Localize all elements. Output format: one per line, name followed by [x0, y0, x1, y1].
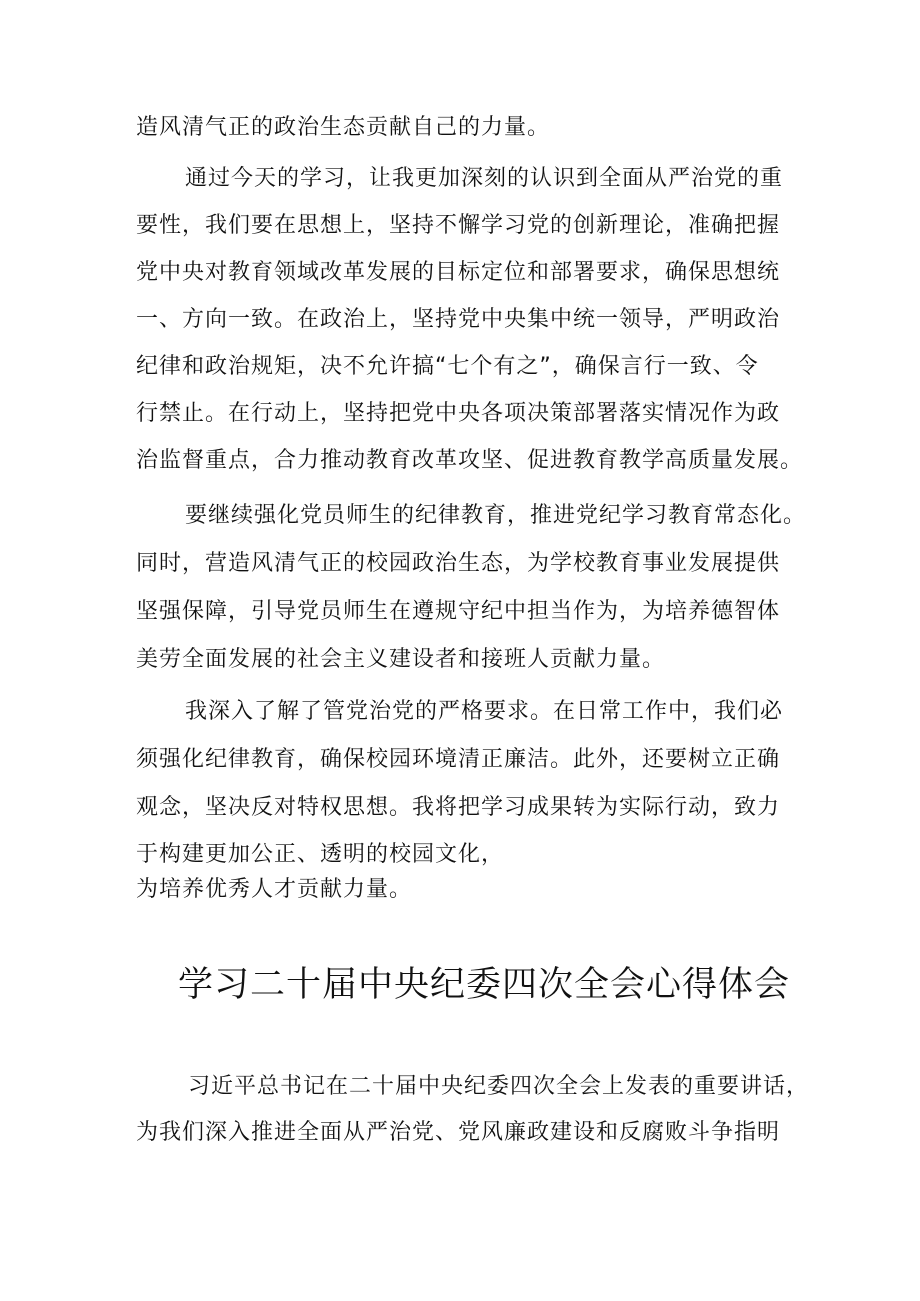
paragraph-line: 一、方向一致。在政治上，坚持党中央集中统一领导，严明政治	[136, 307, 781, 332]
paragraph-line: 习近平总书记在二十届中央纪委四次全会上发表的重要讲话，	[188, 1074, 810, 1099]
paragraph-line: 造风清气正的政治生态贡献自己的力量。	[136, 115, 551, 140]
paragraph-line: 我深入了解了管党治党的严格要求。在日常工作中，我们必	[185, 699, 784, 724]
paragraph-line: 纪律和政治规矩，决不允许搞“七个有之”，确保言行一致、令	[136, 354, 759, 379]
paragraph-line: 治监督重点，合力推动教育改革攻坚、促进教育教学高质量发展。	[136, 448, 804, 473]
paragraph-line: 坚强保障，引导党员师生在遵规守纪中担当作为，为培养德智体	[136, 599, 781, 624]
paragraph-line: 行禁止。在行动上，坚持把党中央各项决策部署落实情况作为政	[136, 401, 781, 426]
section-title: 学习二十届中央纪委四次全会心得体会	[178, 965, 791, 1005]
paragraph-line: 为我们深入推进全面从严治党、党风廉政建设和反腐败斗争指明	[136, 1120, 781, 1145]
paragraph-line: 党中央对教育领域改革发展的目标定位和部署要求，确保思想统	[136, 260, 781, 285]
paragraph-line: 为培养优秀人才贡献力量。	[136, 877, 413, 902]
paragraph-line: 美劳全面发展的社会主义建设者和接班人贡献力量。	[136, 647, 666, 672]
paragraph-line: 同时，营造风清气正的校园政治生态，为学校教育事业发展提供	[136, 551, 781, 576]
paragraph-line: 于构建更加公正、透明的校园文化，	[136, 842, 505, 867]
paragraph-line: 通过今天的学习，让我更加深刻的认识到全面从严治党的重	[185, 166, 784, 191]
paragraph-line: 要性，我们要在思想上，坚持不懈学习党的创新理论，准确把握	[136, 213, 781, 238]
paragraph-line: 要继续强化党员师生的纪律教育，推进党纪学习教育常态化。	[185, 503, 807, 528]
paragraph-line: 观念，坚决反对特权思想。我将把学习成果转为实际行动，致力	[136, 795, 781, 820]
paragraph-line: 须强化纪律教育，确保校园环境清正廉洁。此外，还要树立正确	[136, 747, 781, 772]
